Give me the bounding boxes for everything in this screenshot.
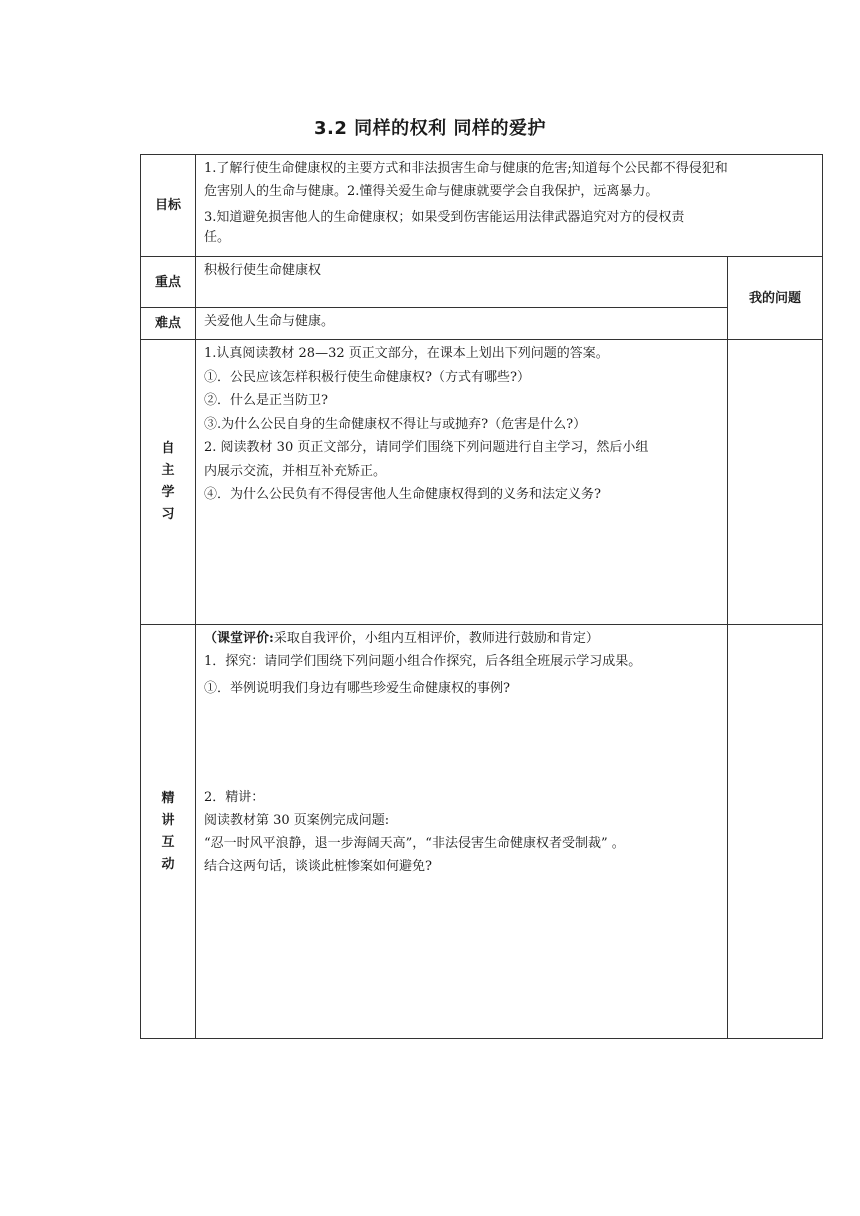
difficulty-row	[141, 308, 823, 340]
lecture-line: 阅读教材第 30 页案例完成问题:	[204, 813, 390, 828]
lecture-line: 2．精讲：	[204, 790, 265, 805]
interaction-content	[196, 625, 728, 1039]
key-point-row	[141, 257, 823, 308]
interaction-label-char: 精	[161, 790, 175, 806]
key-point-label: 重点	[141, 257, 196, 308]
explore-line: 1．探究：请同学们围绕下列问题小组合作探究，后各组全班展示学习成果。	[204, 654, 642, 669]
evaluation-text: 采取自我评价，小组内互相评价，教师进行鼓励和肯定）	[273, 631, 599, 646]
self-study-row	[141, 340, 823, 625]
self-study-label-char: 主	[161, 463, 175, 478]
interaction-questions-cell	[728, 625, 823, 1039]
evaluation-prefix: （课堂评价:	[204, 631, 274, 646]
interaction-label-char: 动	[161, 856, 175, 872]
classroom-evaluation	[204, 627, 721, 650]
explore-line: ①．举例说明我们身边有哪些珍爱生命健康权的事例?	[204, 681, 510, 696]
difficulty-label: 难点	[141, 308, 196, 340]
self-study-label-char: 习	[161, 507, 175, 522]
self-study-label-char: 自	[161, 441, 175, 456]
self-study-label-char: 学	[161, 485, 175, 500]
goals-line: 任。	[204, 230, 231, 245]
self-study-line: 内展示交流，并相互补充矫正。	[204, 463, 387, 479]
interaction-label-char: 互	[161, 834, 175, 850]
lecture-line: 结合这两句话，谈谈此桩惨案如何避免?	[204, 859, 432, 874]
self-study-questions-cell	[728, 340, 823, 625]
self-study-label	[141, 340, 196, 625]
page-title: 3.2 同样的权利 同样的爱护	[314, 118, 546, 139]
goals-line: 3.知道避免损害他人的生命健康权；如果受到伤害能运用法律武器追究对方的侵权责	[204, 210, 685, 225]
key-point-text: 积极行使生命健康权	[196, 257, 728, 308]
goals-line: 1.了解行使生命健康权的主要方式和非法损害生命与健康的危害;知道每个公民都不得侵犯和	[204, 161, 728, 176]
goals-row	[141, 155, 823, 257]
self-study-line: ④．为什么公民负有不得侵害他人生命健康权得到的义务和法定义务?	[204, 487, 601, 502]
goals-label: 目标	[141, 155, 196, 257]
self-study-content	[196, 340, 728, 625]
difficulty-text: 关爱他人生命与健康。	[196, 308, 728, 340]
self-study-line: 1.认真阅读教材 28—32 页正文部分，在课本上划出下列问题的答案。	[204, 346, 609, 361]
interaction-label	[141, 625, 196, 1039]
self-study-line: ③.为什么公民自身的生命健康权不得让与或抛弃?（危害是什么?）	[204, 416, 587, 432]
goals-line: 危害别人的生命与健康。2.懂得关爱生命与健康就要学会自我保护，远离暴力。	[204, 184, 659, 199]
my-questions-label: 我的问题	[728, 257, 823, 340]
goals-content	[196, 155, 823, 257]
interaction-row	[141, 625, 823, 1039]
self-study-line: 2. 阅读教材 30 页正文部分，请同学们围绕下列问题进行自主学习，然后小组	[204, 440, 649, 455]
self-study-line: ①．公民应该怎样积极行使生命健康权?（方式有哪些?）	[204, 369, 530, 385]
self-study-line: ②．什么是正当防卫?	[204, 393, 328, 408]
lesson-table	[140, 154, 823, 1039]
interaction-label-char: 讲	[161, 812, 175, 828]
lecture-line: “忍一时风平浪静，退一步海阔天高”，“非法侵害生命健康权者受制裁” 。	[204, 836, 625, 851]
